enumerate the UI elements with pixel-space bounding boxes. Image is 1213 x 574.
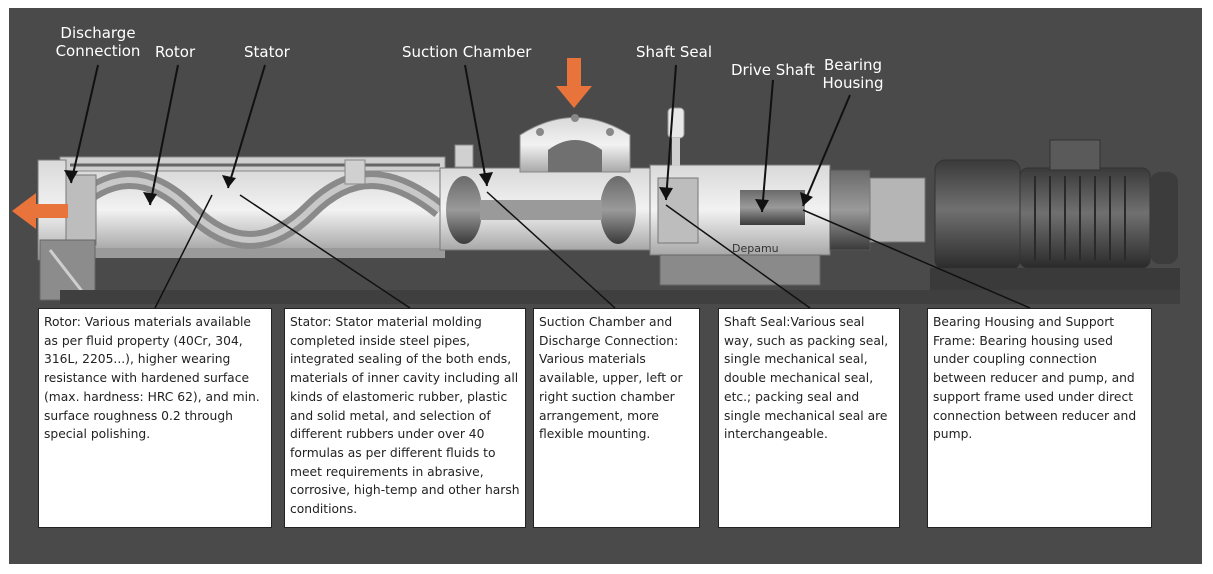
label-discharge-line2: Connection — [55, 42, 141, 60]
coupling — [830, 170, 925, 250]
bearing-description-box: Bearing Housing and Support Frame: Bearing housing used under coupling connection between reducer and pump, and support frame used under direct connection between reducer and pump. — [927, 308, 1152, 528]
label-bearing-line1: Bearing — [823, 56, 883, 74]
label-discharge-connection — [50, 24, 146, 60]
rotor-description-box: Rotor: Various materials available as per fluid property (40Cr, 304, 316L, 2205...), higher wearing resistance with hardened surface (max. hardness: HRC 62), and min. surface roughness 0.2 through special polishing. — [38, 308, 272, 528]
stator-description-box: Stator: Stator material molding completed inside steel pipes, integrated sealing of the both ends, materials of inner cavity including all kinds of elastomeric rubber, plastic and solid metal, and selection of different rubbers under over 40 formulas as per different fluids to meet requirements in abrasive, corrosive, high-temp and other harsh conditions. — [284, 308, 526, 528]
label-shaft-seal: Shaft Seal — [636, 43, 712, 61]
suction-description-box: Suction Chamber and Discharge Connection: Various materials available, upper, left or right suction chamber arrangement, more flexible mounting. — [533, 308, 700, 528]
label-stator: Stator — [244, 43, 290, 61]
label-bearing-line2: Housing — [822, 74, 884, 92]
label-discharge-line1: Discharge — [60, 24, 136, 42]
label-drive-shaft: Drive Shaft — [731, 61, 815, 79]
discharge-connection — [38, 160, 96, 300]
label-bearing-housing — [820, 56, 886, 92]
shaft-seal-description-box: Shaft Seal:Various seal way, such as packing seal, single mechanical seal, double mechanical seal, etc.; packing seal and single mechanical seal are interchangeable. — [718, 308, 900, 528]
label-suction-chamber: Suction Chamber — [402, 43, 532, 61]
label-rotor: Rotor — [155, 43, 196, 61]
base-frame — [60, 290, 1180, 304]
nameplate-text: Depamu — [732, 242, 779, 255]
stator-body — [60, 157, 445, 258]
